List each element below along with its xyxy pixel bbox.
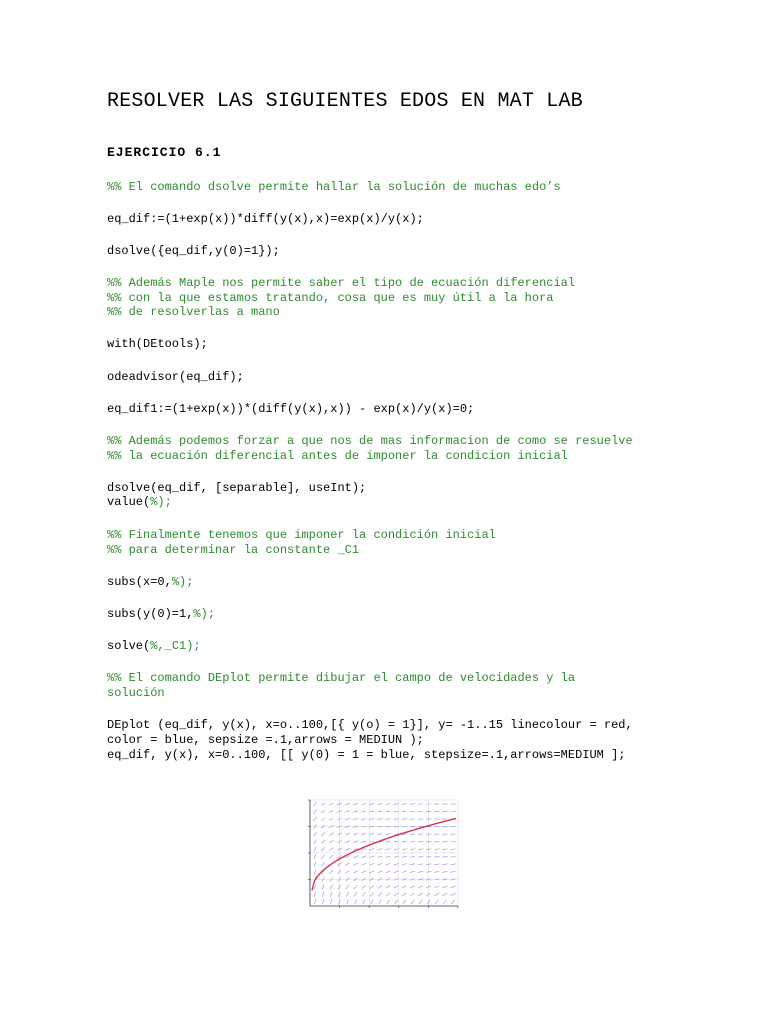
- field-arrow: [410, 856, 415, 857]
- field-arrow: [329, 848, 333, 851]
- field-arrow: [337, 833, 342, 835]
- field-arrow: [426, 886, 431, 888]
- field-arrow: [386, 856, 391, 857]
- code-line: with(DEtools);: [107, 337, 208, 351]
- field-arrow: [361, 811, 366, 812]
- field-arrow: [362, 885, 366, 888]
- field-arrow: [394, 864, 399, 865]
- field-arrow: [337, 863, 341, 866]
- field-arrow: [337, 848, 342, 851]
- field-arrow: [386, 849, 391, 850]
- field-arrow: [329, 803, 334, 805]
- field-arrow: [426, 819, 431, 820]
- field-arrow: [377, 834, 382, 835]
- field-arrow: [442, 841, 447, 842]
- field-arrow: [338, 892, 340, 897]
- field-arrow: [434, 841, 439, 842]
- field-arrow: [353, 818, 358, 819]
- field-arrow: [337, 841, 342, 843]
- field-arrow: [361, 871, 366, 873]
- field-arrow: [451, 893, 456, 895]
- field-arrow: [369, 804, 374, 805]
- field-arrow: [386, 886, 390, 889]
- field-arrow: [442, 856, 447, 857]
- field-arrow: [377, 804, 382, 805]
- field-arrow: [442, 849, 447, 850]
- field-arrow: [361, 863, 366, 865]
- field-arrow: [314, 839, 317, 843]
- field-arrow: [330, 892, 332, 897]
- field-arrow: [450, 849, 455, 850]
- field-arrow: [313, 817, 316, 821]
- field-arrow: [450, 864, 455, 865]
- field-arrow: [394, 849, 399, 850]
- field-arrow: [434, 871, 439, 872]
- field-arrow: [435, 900, 439, 904]
- field-arrow: [403, 900, 406, 904]
- field-arrow: [434, 856, 439, 857]
- field-arrow: [451, 886, 456, 888]
- field-arrow: [322, 862, 325, 866]
- code-fragment: subs(y(0)=1,: [107, 607, 194, 621]
- field-arrow: [345, 833, 350, 835]
- field-arrow: [418, 886, 423, 888]
- field-arrow: [450, 871, 455, 872]
- field-arrow: [369, 856, 374, 858]
- comment-line: %% la ecuación diferencial antes de imponer la condicion inicial: [107, 449, 568, 463]
- field-arrow: [371, 900, 373, 905]
- field-arrow: [386, 841, 391, 842]
- field-arrow: [386, 871, 391, 873]
- field-arrow: [339, 900, 341, 905]
- field-arrow: [426, 841, 431, 842]
- code-line: [107, 607, 215, 622]
- comment-line: %% de resolverlas a mano: [107, 305, 280, 319]
- field-arrow: [353, 811, 358, 812]
- field-arrow: [402, 804, 407, 805]
- field-arrow: [395, 900, 398, 904]
- direction-field-arrows: [313, 802, 455, 904]
- field-arrow: [314, 869, 316, 874]
- field-arrow: [314, 892, 316, 897]
- field-arrow: [354, 885, 358, 889]
- field-arrow: [313, 810, 316, 814]
- field-arrow: [369, 841, 374, 842]
- field-arrow: [410, 811, 415, 812]
- field-arrow: [321, 832, 325, 835]
- comment-line: %% para determinar la constante _C1: [107, 543, 360, 557]
- field-arrow: [369, 871, 374, 873]
- field-arrow: [369, 848, 374, 849]
- field-arrow: [410, 849, 415, 850]
- field-arrow: [450, 834, 455, 835]
- field-arrow: [418, 849, 423, 850]
- code-fragment-green: %);: [193, 607, 216, 621]
- field-arrow: [338, 885, 341, 889]
- code-line: [107, 495, 172, 510]
- field-arrow: [411, 900, 414, 904]
- field-arrow: [321, 803, 325, 806]
- field-arrow: [321, 847, 325, 851]
- field-arrow: [369, 863, 374, 865]
- field-arrow: [394, 804, 399, 805]
- field-arrow: [377, 811, 382, 812]
- field-arrow: [345, 863, 349, 866]
- field-arrow: [385, 804, 390, 805]
- field-arrow: [347, 900, 349, 905]
- field-arrow: [329, 810, 334, 812]
- field-arrow: [434, 834, 439, 835]
- field-arrow: [443, 893, 448, 895]
- field-arrow: [346, 892, 349, 897]
- field-arrow: [330, 885, 332, 890]
- field-arrow: [345, 811, 350, 812]
- field-arrow: [329, 818, 334, 820]
- field-arrow: [354, 892, 357, 896]
- field-arrow: [337, 870, 341, 873]
- field-arrow: [314, 832, 317, 836]
- field-arrow: [379, 900, 382, 905]
- field-arrow: [443, 900, 447, 904]
- field-arrow: [442, 864, 447, 865]
- field-arrow: [385, 811, 390, 812]
- field-arrow: [402, 893, 406, 896]
- field-arrow: [427, 900, 431, 904]
- field-arrow: [402, 871, 407, 873]
- field-arrow: [369, 811, 374, 812]
- field-arrow: [353, 841, 358, 843]
- field-arrow: [361, 833, 366, 834]
- field-arrow: [426, 834, 431, 835]
- field-arrow: [355, 900, 357, 905]
- field-arrow: [426, 893, 430, 896]
- field-arrow: [442, 871, 447, 872]
- axis-tick-marks: [308, 800, 458, 908]
- comment-line: solución: [107, 686, 165, 700]
- field-arrow: [386, 893, 390, 896]
- code-line: dsolve(eq_dif, [separable], useInt);: [107, 481, 367, 495]
- field-arrow: [321, 818, 325, 821]
- field-arrow: [402, 864, 407, 865]
- field-arrow: [418, 893, 422, 896]
- field-arrow: [345, 818, 350, 820]
- field-arrow: [329, 840, 333, 843]
- field-arrow: [387, 900, 390, 904]
- code-line: eq_dif:=(1+exp(x))*diff(y(x),x)=exp(x)/y(x);: [107, 212, 424, 226]
- field-arrow: [361, 841, 366, 843]
- document-title: RESOLVER LAS SIGUIENTES EDOS EN MAT LAB: [107, 90, 583, 113]
- code-line: [107, 575, 193, 590]
- field-arrow: [321, 810, 325, 813]
- field-arrow: [353, 856, 358, 858]
- field-arrow: [314, 862, 316, 867]
- comment-line: %% Además podemos forzar a que nos de mas informacion de como se resuelve: [107, 434, 633, 448]
- field-arrow: [450, 856, 455, 857]
- field-arrow: [394, 819, 399, 820]
- field-arrow: [410, 871, 415, 872]
- comment-line: %% El comando dsolve permite hallar la solución de muchas edo’s: [107, 180, 561, 194]
- field-arrow: [377, 819, 382, 820]
- field-arrow: [434, 886, 439, 888]
- code-line: DEplot (eq_dif, y(x), x=o..100,[{ y(o) = 1}], y= -1..15 linecolour = red,: [107, 718, 633, 732]
- field-arrow: [361, 856, 366, 858]
- field-arrow: [378, 871, 383, 873]
- field-arrow: [346, 885, 349, 889]
- field-arrow: [410, 841, 415, 842]
- field-arrow: [329, 855, 333, 858]
- field-arrow: [314, 854, 316, 859]
- code-line: dsolve({eq_dif,y(0)=1});: [107, 244, 280, 258]
- field-arrow: [377, 856, 382, 858]
- field-arrow: [426, 864, 431, 865]
- field-arrow: [377, 863, 382, 865]
- field-arrow: [361, 804, 366, 805]
- field-arrow: [337, 803, 342, 805]
- field-arrow: [345, 841, 350, 843]
- field-arrow: [419, 900, 422, 904]
- field-arrow: [345, 870, 349, 873]
- field-arrow: [426, 811, 431, 812]
- field-arrow: [442, 834, 447, 835]
- field-arrow: [442, 819, 447, 820]
- field-arrow: [313, 802, 317, 806]
- field-arrow: [353, 870, 357, 873]
- direction-field-plot: [282, 794, 482, 918]
- field-arrow: [402, 849, 407, 850]
- code-fragment: value(: [107, 495, 151, 509]
- field-arrow: [353, 803, 358, 804]
- field-arrow: [361, 819, 366, 820]
- field-arrow: [394, 871, 399, 873]
- field-arrow: [330, 900, 332, 905]
- comment-line: %% El comando DEplot permite dibujar el campo de velocidades y la: [107, 671, 576, 685]
- plot-grid: [310, 800, 458, 906]
- field-arrow: [345, 803, 350, 804]
- field-arrow: [418, 864, 423, 865]
- code-line: [107, 639, 201, 654]
- code-line: eq_dif, y(x), x=0..100, [[ y(0) = 1 = blue, stepsize=.1,arrows=MEDIUM ];: [107, 748, 626, 762]
- field-arrow: [362, 892, 365, 896]
- field-arrow: [402, 886, 407, 888]
- field-arrow: [369, 819, 374, 820]
- field-arrow: [329, 833, 333, 836]
- code-line: color = blue, sepsize =.1,arrows = MEDIUN );: [107, 733, 424, 747]
- field-arrow: [426, 871, 431, 872]
- field-arrow: [322, 900, 324, 905]
- field-arrow: [410, 819, 415, 820]
- comment-line: %% Además Maple nos permite saber el tipo de ecuación diferencial: [107, 276, 576, 290]
- field-arrow: [385, 819, 390, 820]
- field-arrow: [410, 834, 415, 835]
- field-arrow: [386, 864, 391, 866]
- field-arrow: [370, 893, 374, 897]
- field-arrow: [337, 818, 342, 820]
- field-arrow: [353, 863, 358, 865]
- code-fragment-green: %,_C1);: [150, 639, 201, 653]
- field-arrow: [321, 840, 325, 844]
- field-arrow: [450, 841, 455, 842]
- field-arrow: [410, 804, 415, 805]
- field-arrow: [370, 885, 374, 888]
- field-arrow: [434, 849, 439, 850]
- field-arrow: [337, 811, 342, 813]
- field-arrow: [418, 841, 423, 842]
- field-arrow: [363, 900, 365, 905]
- code-fragment: subs(x=0,: [107, 575, 172, 589]
- field-arrow: [321, 855, 324, 859]
- code-fragment: solve(: [107, 639, 151, 653]
- field-arrow: [451, 900, 455, 904]
- field-arrow: [322, 892, 324, 897]
- field-arrow: [402, 841, 407, 842]
- field-arrow: [442, 886, 447, 888]
- field-arrow: [418, 871, 423, 872]
- field-arrow: [402, 811, 407, 812]
- code-line: odeadvisor(eq_dif);: [107, 370, 244, 384]
- field-arrow: [394, 893, 398, 896]
- field-arrow: [386, 834, 391, 835]
- field-arrow: [369, 834, 374, 835]
- field-arrow: [418, 856, 423, 857]
- field-arrow: [402, 819, 407, 820]
- field-arrow: [394, 856, 399, 857]
- field-arrow: [345, 848, 350, 850]
- field-arrow: [314, 884, 316, 889]
- field-arrow: [322, 884, 324, 889]
- field-arrow: [426, 856, 431, 857]
- field-arrow: [394, 841, 399, 842]
- field-arrow: [314, 900, 316, 905]
- field-arrow: [394, 886, 399, 889]
- code-fragment-green: %);: [171, 575, 194, 589]
- code-line: eq_dif1:=(1+exp(x))*(diff(y(x),x)) - exp(x)/y(x)=0;: [107, 402, 475, 416]
- comment-line: %% con la que estamos tratando, cosa que es muy útil a la hora: [107, 291, 554, 305]
- field-arrow: [418, 804, 423, 805]
- exercise-heading: EJERCICIO 6.1: [107, 145, 222, 160]
- field-arrow: [435, 893, 440, 896]
- field-arrow: [410, 893, 414, 896]
- field-arrow: [330, 870, 333, 874]
- field-arrow: [394, 811, 399, 812]
- field-arrow: [434, 819, 439, 820]
- field-arrow: [378, 885, 382, 888]
- field-arrow: [418, 834, 423, 835]
- field-arrow: [377, 849, 382, 850]
- code-fragment-green: %);: [150, 495, 172, 509]
- field-arrow: [418, 819, 423, 820]
- field-arrow: [353, 833, 358, 835]
- field-arrow: [410, 864, 415, 865]
- field-arrow: [426, 849, 431, 850]
- field-arrow: [434, 864, 439, 865]
- field-arrow: [378, 893, 382, 897]
- field-arrow: [418, 811, 423, 812]
- field-arrow: [410, 886, 415, 888]
- comment-line: %% Finalmente tenemos que imponer la condición inicial: [107, 528, 496, 542]
- field-arrow: [402, 856, 407, 857]
- field-arrow: [314, 847, 316, 852]
